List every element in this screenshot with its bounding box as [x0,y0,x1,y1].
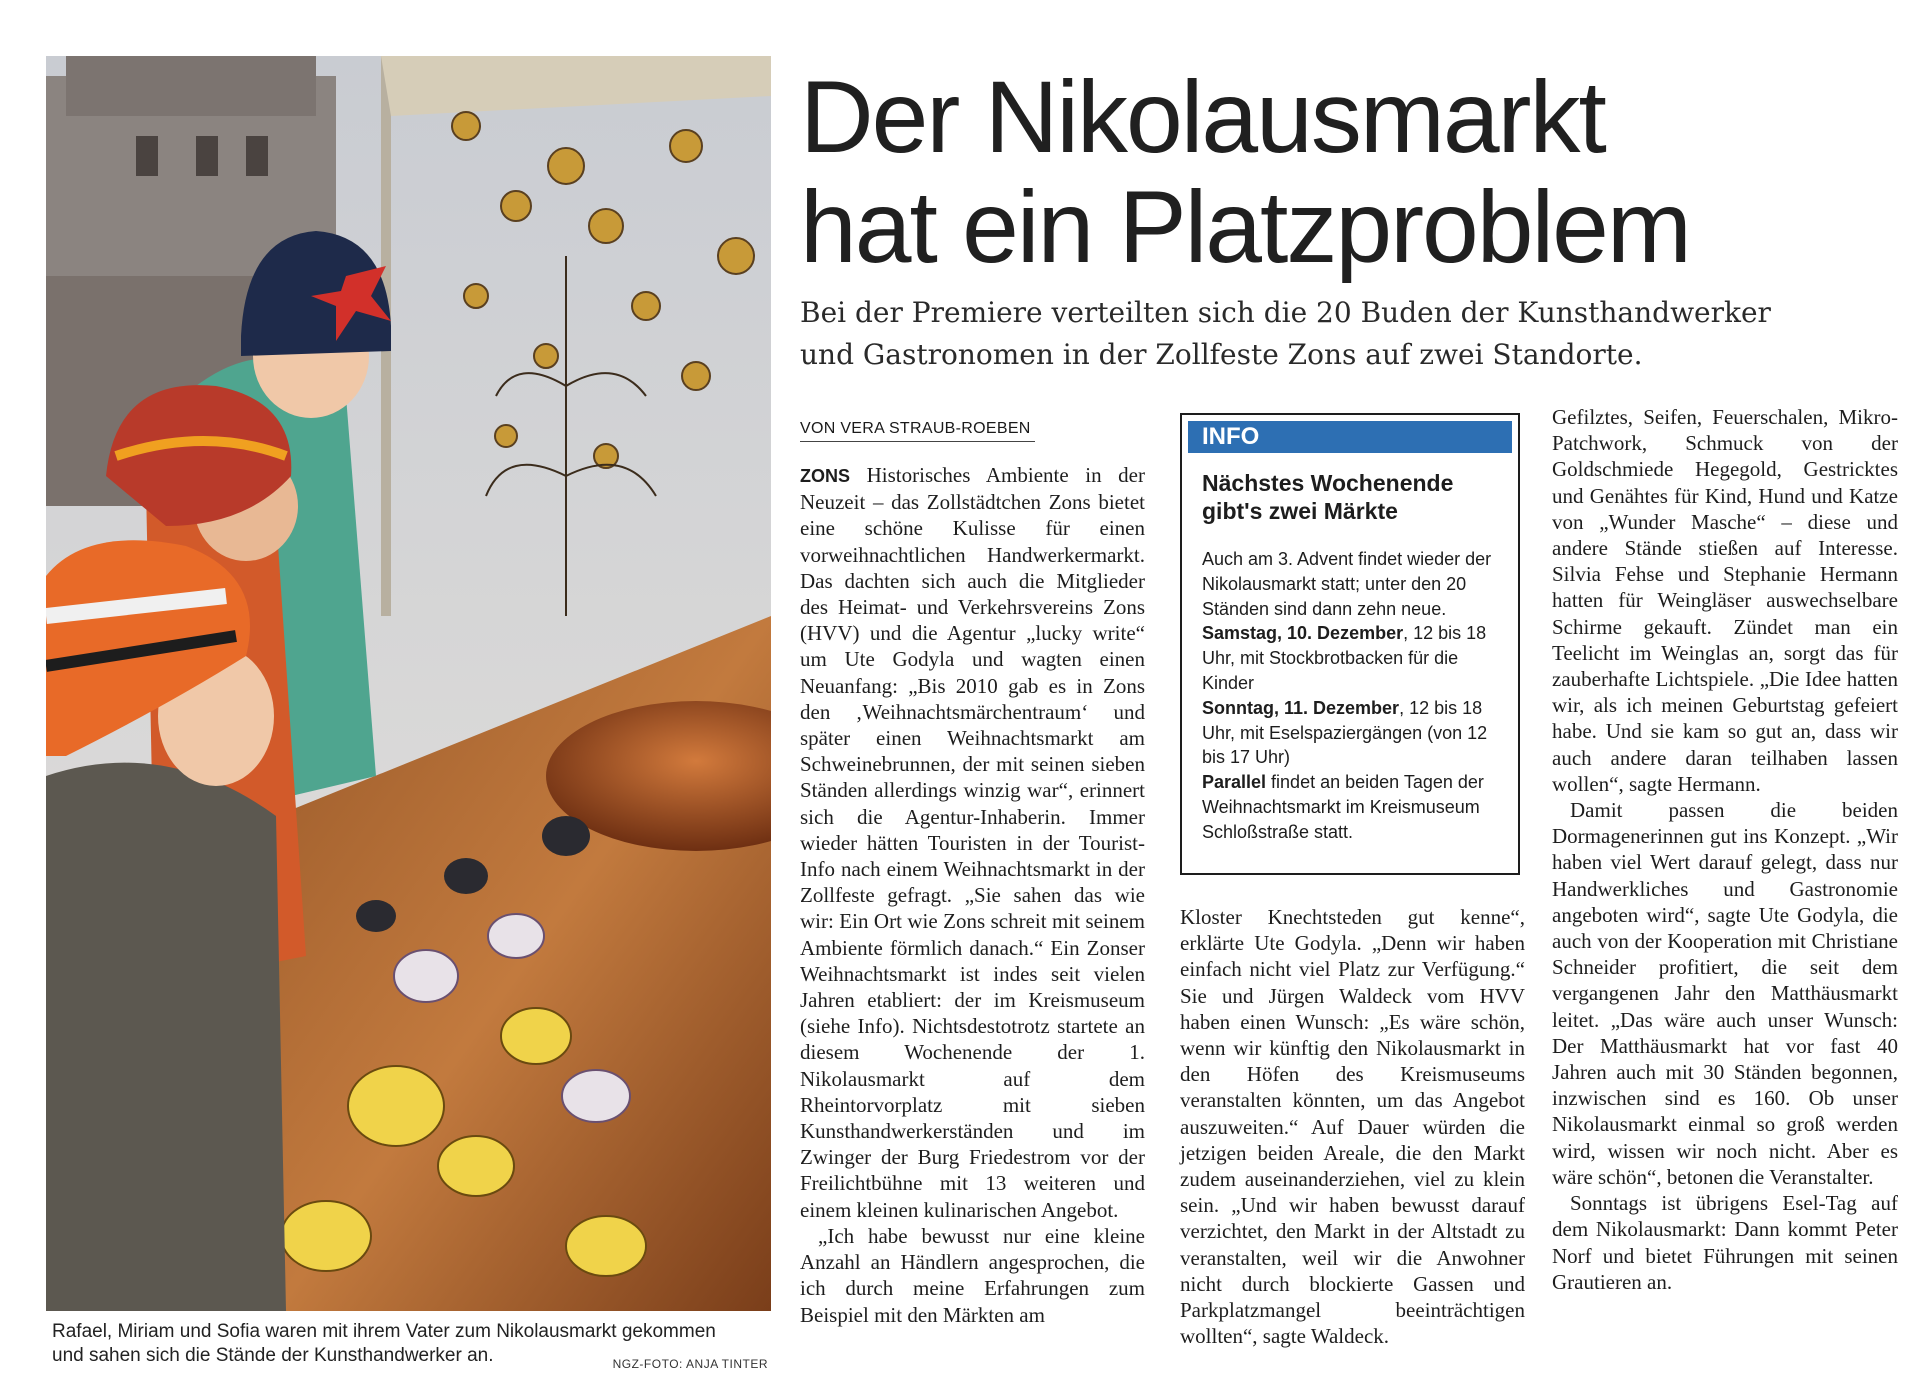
subhead-line2: und Gastronomen in der Zollfeste Zons auf zwei Standorte. [800,338,1643,371]
column1-text1: Historisches Ambiente in der Neuzeit – das Zollstädtchen Zons bietet eine schöne Kulisse für einen vorweihnachtlichen Handwerkermarkt. Das dachten sich auch die Mitglieder des Heimat- und Verkehrsvereins Zons (HVV) und die Agentur „lucky write“ um Ute Godyla und wagten einen Neuanfang: „Bis 2010 gab es in Zons den ‚Weihnachtsmärchentraum‘ und später einen Weihnachtsmarkt am Schweinebrunnen, der mit seinen sieben Ständen allerdings winzig war“, erinnert sich die Agentur-Inhaberin. Immer wieder hätten Touristen in der Tourist-Info nach einem Weihnachtsmarkt in der Zollfeste gefragt. „Sie sahen das wie wir: Ein Ort wie Zons schreit mit seinem Ambiente förmlich danach.“ Ein Zonser Weihnachtsmarkt ist indes seit vielen Jahren etabliert: der im Kreismuseum (siehe Info). Nichtsdestotrotz startete an diesem Wochenende der 1. Nikolausmarkt auf dem Rheintorvorplatz mit sieben Kunsthandwerkerständen und im Zwinger der Burg Friedestrom vor der Freilichtbühne mit 13 weiteren und einem kleinen kulinarischen Angebot. [800,463,1145,1222]
info-sunday-text: , 12 bis 18 Uhr, mit Eselspaziergängen (von 12 bis 17 Uhr) [1202,697,1488,768]
article-column-1 [800,462,1145,1328]
subheadline [800,292,1900,376]
column1-paragraph2: „Ich habe bewusst nur eine kleine Anzahl an Händlern angesprochen, die ich durch meine Erfahrungen zum Beispiel mit den Märkten am [800,1223,1145,1327]
info-parallel-text: findet an beiden Tagen der Weihnachtsmarkt im Kreismuseum Schloßstraße statt. [1202,772,1484,842]
market-photo [46,56,771,1311]
info-tag: INFO [1188,421,1512,453]
byline: VON VERA STRAUB-ROEBEN [800,420,1035,442]
info-box [1180,413,1520,875]
article-column-2 [1180,904,1525,1349]
market-photo-illustration [46,56,771,1311]
info-title [1202,469,1512,525]
info-intro: Auch am 3. Advent findet wieder der Nikolausmarkt statt; unter den 20 Ständen sind dann zehn neue. [1202,549,1492,619]
info-title-line2: gibt's zwei Märkte [1202,498,1398,524]
info-saturday [1202,621,1512,695]
headline-line1: Der Nikolausmarkt [800,60,1605,174]
info-body [1202,547,1512,845]
photo-credit: NGZ-FOTO: ANJA TINTER [612,1357,768,1371]
info-title-line1: Nächstes Wochenende [1202,470,1454,496]
info-parallel-label: Parallel [1202,772,1267,793]
column2-paragraph1: Kloster Knechtsteden gut kenne“, erklärte Ute Godyla. „Denn wir haben einfach nicht viel Platz zur Verfügung.“ Sie und Jürgen Waldeck vom HVV haben einen Wunsch: „Es wäre schön, wenn wir künftig den Nikolausmarkt in den Höfen des Kreismuseums veranstalten könnten, um das Angebot auszuweiten.“ Auf Dauer würden die jetzigen beiden Areale, die den Markt zudem auseinanderziehen, viel zu klein sein. „Und wir haben bewusst darauf verzichtet, den Markt in der Altstadt zu veranstalten, weil wir die Anwohner nicht durch blockierte Gassen und Parkplatzmangel beeinträchtigen wollten“, sagte Waldeck. [1180,905,1525,1349]
column1-paragraph1 [800,462,1145,1223]
column3-paragraph2: Damit passen die beiden Dormagenerinnen gut ins Konzept. „Wir haben viel Wert darauf gelegt, dass nur Handwerkliches und Gastronomie angeboten wird“, sagte Ute Godyla, die auch von der Kooperation mit Christiane Schneider profitiert, die seit dem vergangenen Jahr den Matthäusmarkt leitet. „Das wäre auch unser Wunsch: Der Matthäusmarkt hat vor fast 40 Jahren auch mit 30 Ständen begonnen, inzwischen sind es 160. Ob unser Nikolausmarkt einmal so groß werden wird, wissen wir noch nicht. Aber es wäre schön“, betonen die Veranstalter. [1552,798,1898,1189]
headline-line2: hat ein Platzproblem [800,170,1690,284]
info-saturday-text: , 12 bis 18 Uhr, mit Stockbrotbacken für die Kinder [1202,623,1487,693]
article-column-3 [1552,404,1898,1295]
column3-paragraph3: Sonntags ist übrigens Esel-Tag auf dem Nikolausmarkt: Dann kommt Peter Norf und bietet Führungen mit seinen Grautieren an. [1552,1191,1898,1294]
info-sunday [1202,696,1512,770]
subhead-line1: Bei der Premiere verteilten sich die 20 Buden der Kunsthandwerker [800,296,1771,329]
info-parallel [1202,770,1512,844]
caption-line1: Rafael, Miriam und Sofia waren mit ihrem Vater zum Nikolausmarkt gekommen [52,1321,716,1342]
caption-line2: und sahen sich die Stände der Kunsthandwerker an. [52,1345,494,1366]
dateline: ZONS [800,466,851,486]
photo-caption [52,1320,768,1376]
headline [800,62,1900,282]
info-saturday-label: Samstag, 10. Dezember [1202,623,1404,644]
info-sunday-label: Sonntag, 11. Dezember [1202,697,1400,718]
column3-paragraph1: Gefilztes, Seifen, Feuerschalen, Mikro-Patchwork, Schmuck von der Goldschmiede Hegegold, Gestricktes und Genähtes für Kind, Hund und Katze von „Wunder Masche“ – diese und andere Stände stießen auf Interesse. Silvia Fehse und Stephanie Hermann hatten für Weingläser auswechselbare Schirme gekauft. Zündet man ein Teelicht im Weinglas an, sorgt das für zauberhafte Lichtspiele. „Die Idee hatten wir, als ich meinen Geburtstag gefeiert habe. Und sie kam so gut an, dass wir auch andere daran teilhaben lassen wollen“, sagte Hermann. [1552,405,1898,796]
